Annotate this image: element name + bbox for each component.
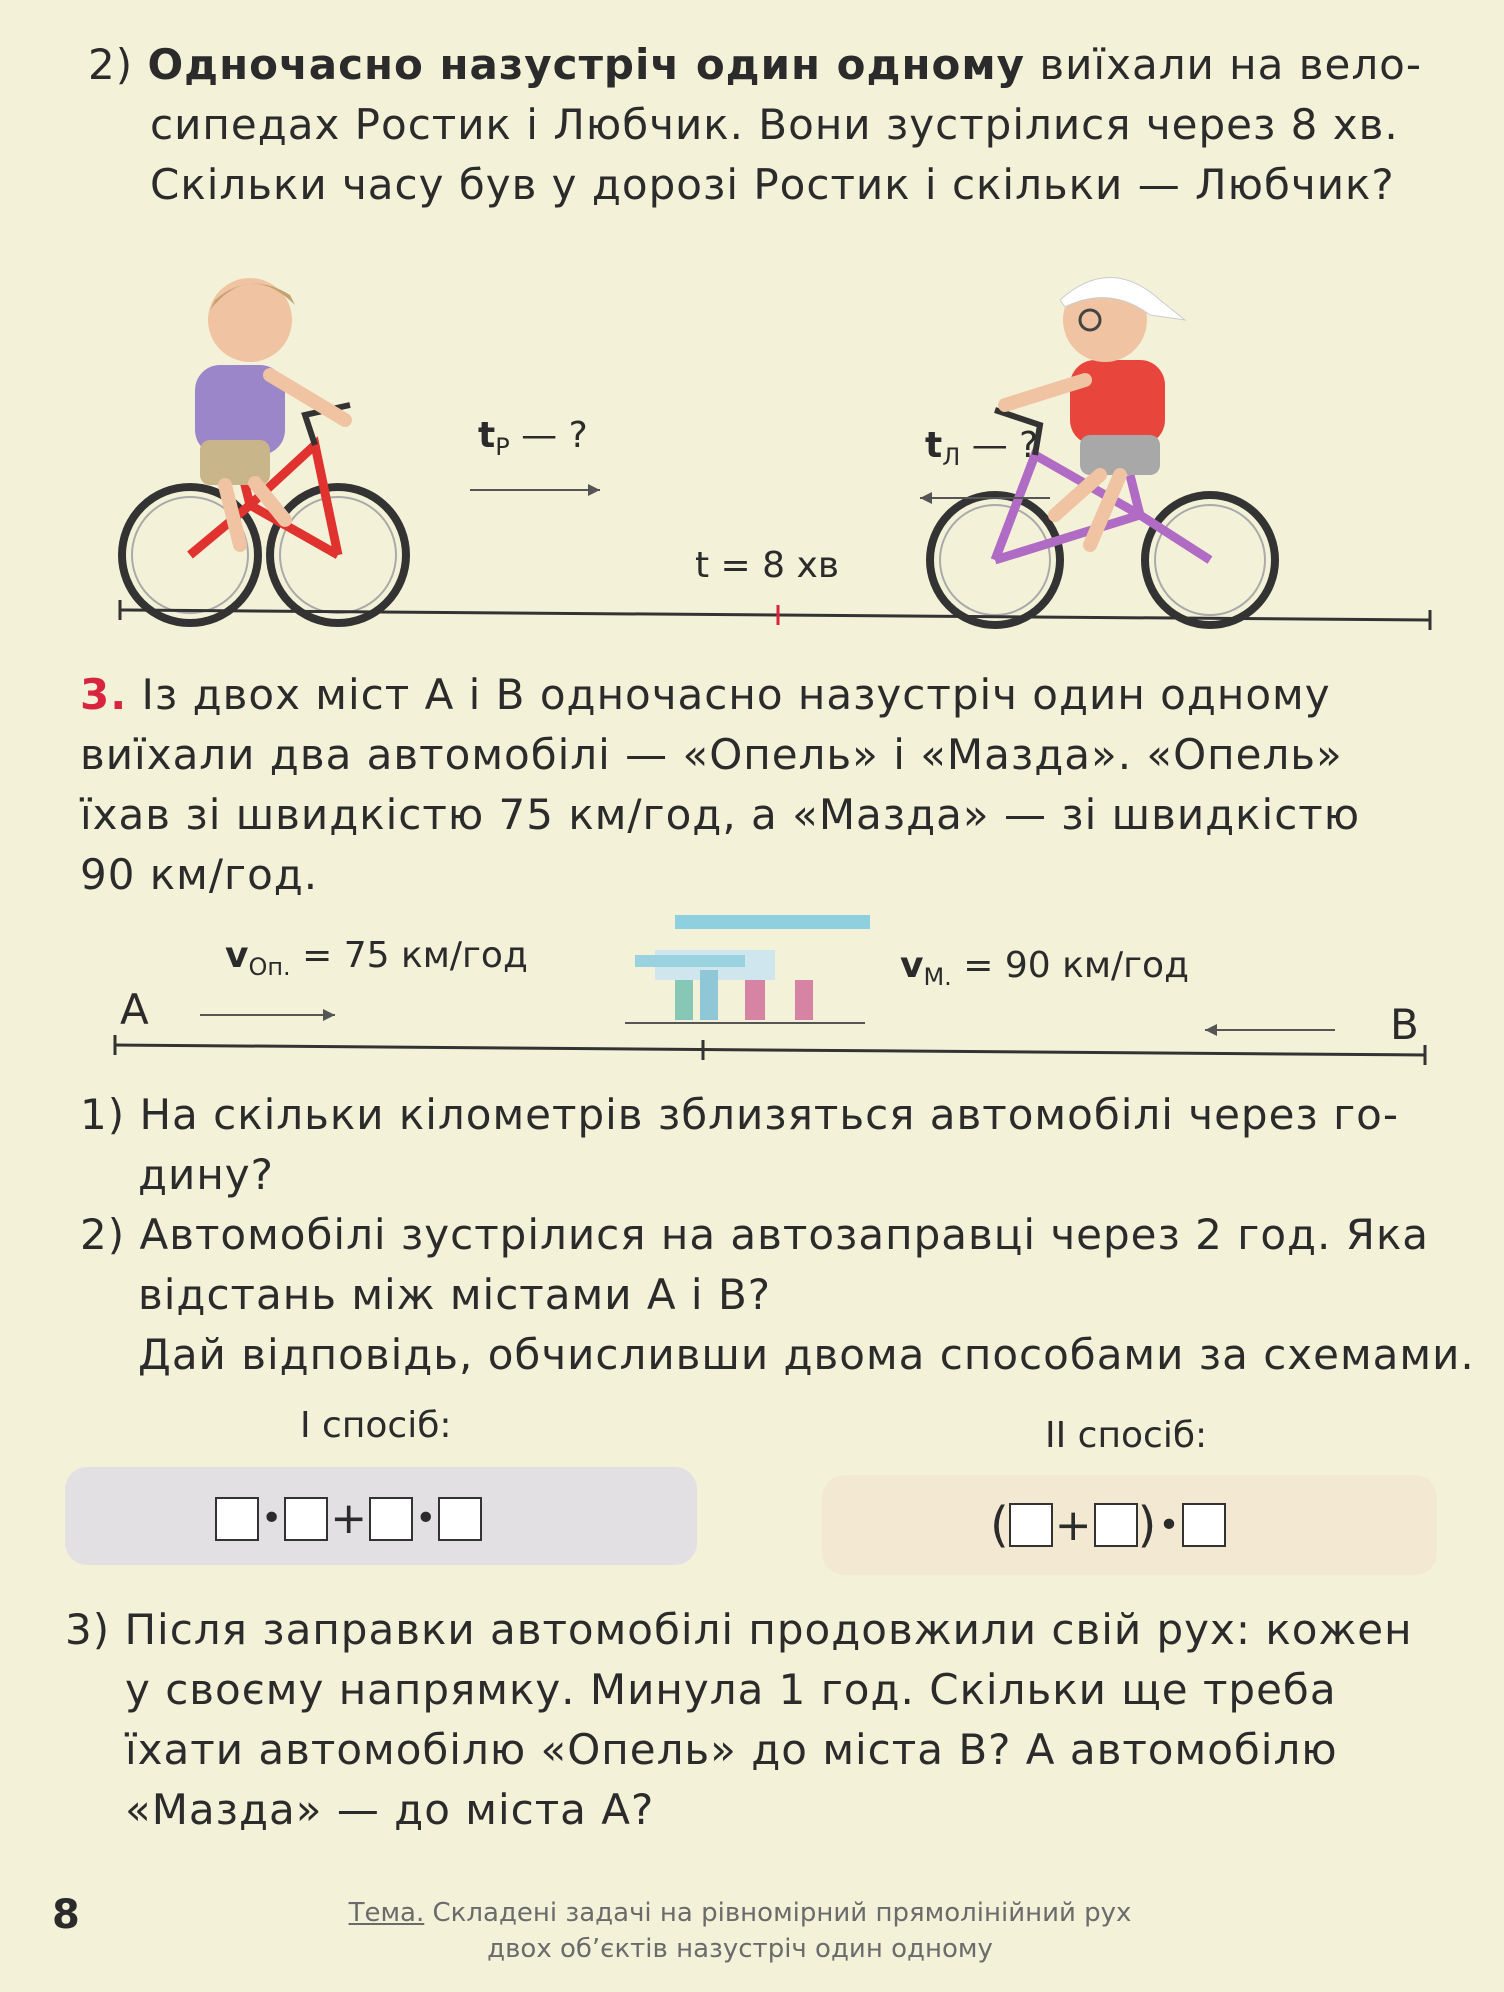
answer-box[interactable] — [438, 1497, 482, 1541]
answer-box[interactable] — [215, 1497, 259, 1541]
problem2-number: 2) — [88, 40, 134, 89]
problem3 — [80, 665, 1470, 905]
cars-diagram — [100, 905, 1440, 1075]
question3-line3: їхати автомобілю «Опель» до міста В? А автомобілю — [125, 1725, 1338, 1774]
answer-box[interactable] — [284, 1497, 328, 1541]
question2-line3: Дай відповідь, обчисливши двома способами за схемами. — [138, 1330, 1475, 1379]
method2-formula: ( + )• — [990, 1497, 1226, 1553]
answer-box[interactable] — [1182, 1503, 1226, 1547]
question3 — [65, 1600, 1475, 1840]
question3-line4: «Мазда» — до міста А? — [125, 1785, 655, 1834]
v-mazda-label: $v_{М.} = 90$ км/год — [900, 945, 1189, 992]
problem3-line2: виїхали два автомобілі — «Опель» і «Мазда». «Опель» — [80, 730, 1343, 779]
rostyk-cyclist-icon — [122, 278, 406, 623]
road-line-cities — [115, 1045, 1425, 1055]
city-b-label: В — [1390, 1000, 1419, 1049]
question2-line2: відстань між містами А і В? — [138, 1270, 772, 1319]
method2-label: ІІ спосіб: — [1045, 1415, 1208, 1456]
problem2-line3: Скільки часу був у дорозі Ростик і скільки — Любчик? — [150, 160, 1395, 209]
footer-topic: Тема. Складені задачі на рівномірний прямолінійний рух двох об’єктів назустріч один одному — [348, 1898, 1132, 1964]
method2-formula-panel — [822, 1475, 1437, 1575]
problem2-line1-rest: виїхали на вело- — [1025, 40, 1423, 89]
gas-station-illustration — [100, 905, 1440, 1075]
questions — [80, 1085, 1480, 1385]
question1-line1: 1) На скільки кілометрів зблизяться автомобілі через го- — [80, 1090, 1400, 1139]
answer-box[interactable] — [1009, 1503, 1053, 1547]
question3-line1: 3) Після заправки автомобілі продовжили свій рух: кожен — [65, 1605, 1413, 1654]
problem3-line1: 3. Із двох міст А і В одночасно назустріч один одному — [80, 670, 1331, 719]
topic-label: Тема. — [348, 1898, 425, 1928]
method1-formula: • + • — [215, 1493, 482, 1544]
page-number: 8 — [52, 1892, 80, 1938]
total-time-label: t = 8 хв — [695, 545, 840, 586]
method1-formula-panel — [65, 1467, 697, 1565]
question2-line1: 2) Автомобілі зустрілися на автозаправці через 2 год. Яка — [80, 1210, 1430, 1259]
problem2-line2: сипедах Ростик і Любчик. Вони зустрілися через 8 хв. — [150, 100, 1399, 149]
problem2-line1 — [88, 35, 1468, 95]
answer-box[interactable] — [1094, 1503, 1138, 1547]
problem3-line3: їхав зі швидкістю 75 км/год, а «Мазда» — зі швидкістю — [80, 790, 1361, 839]
problem2-bold: Одночасно назустріч один одному — [147, 40, 1026, 89]
v-opel-label: $v_{Оп.} = 75$ км/год — [225, 935, 528, 982]
answer-box[interactable] — [369, 1497, 413, 1541]
tl-label: $t_Л$ — ? — [925, 425, 1039, 472]
city-a-label: А — [120, 985, 149, 1034]
method1-label: І спосіб: — [300, 1405, 452, 1446]
problem3-number: 3. — [80, 670, 128, 719]
gas-station-icon — [625, 915, 870, 1023]
tp-label: $t_Р$ — ? — [478, 415, 588, 462]
question1-line2: дину? — [138, 1150, 274, 1199]
question3-line2: у своєму напрямку. Минула 1 год. Скільки ще треба — [125, 1665, 1337, 1714]
problem3-line4: 90 км/год. — [80, 850, 319, 899]
bicycle-diagram — [100, 245, 1440, 635]
problem2 — [88, 35, 1468, 215]
